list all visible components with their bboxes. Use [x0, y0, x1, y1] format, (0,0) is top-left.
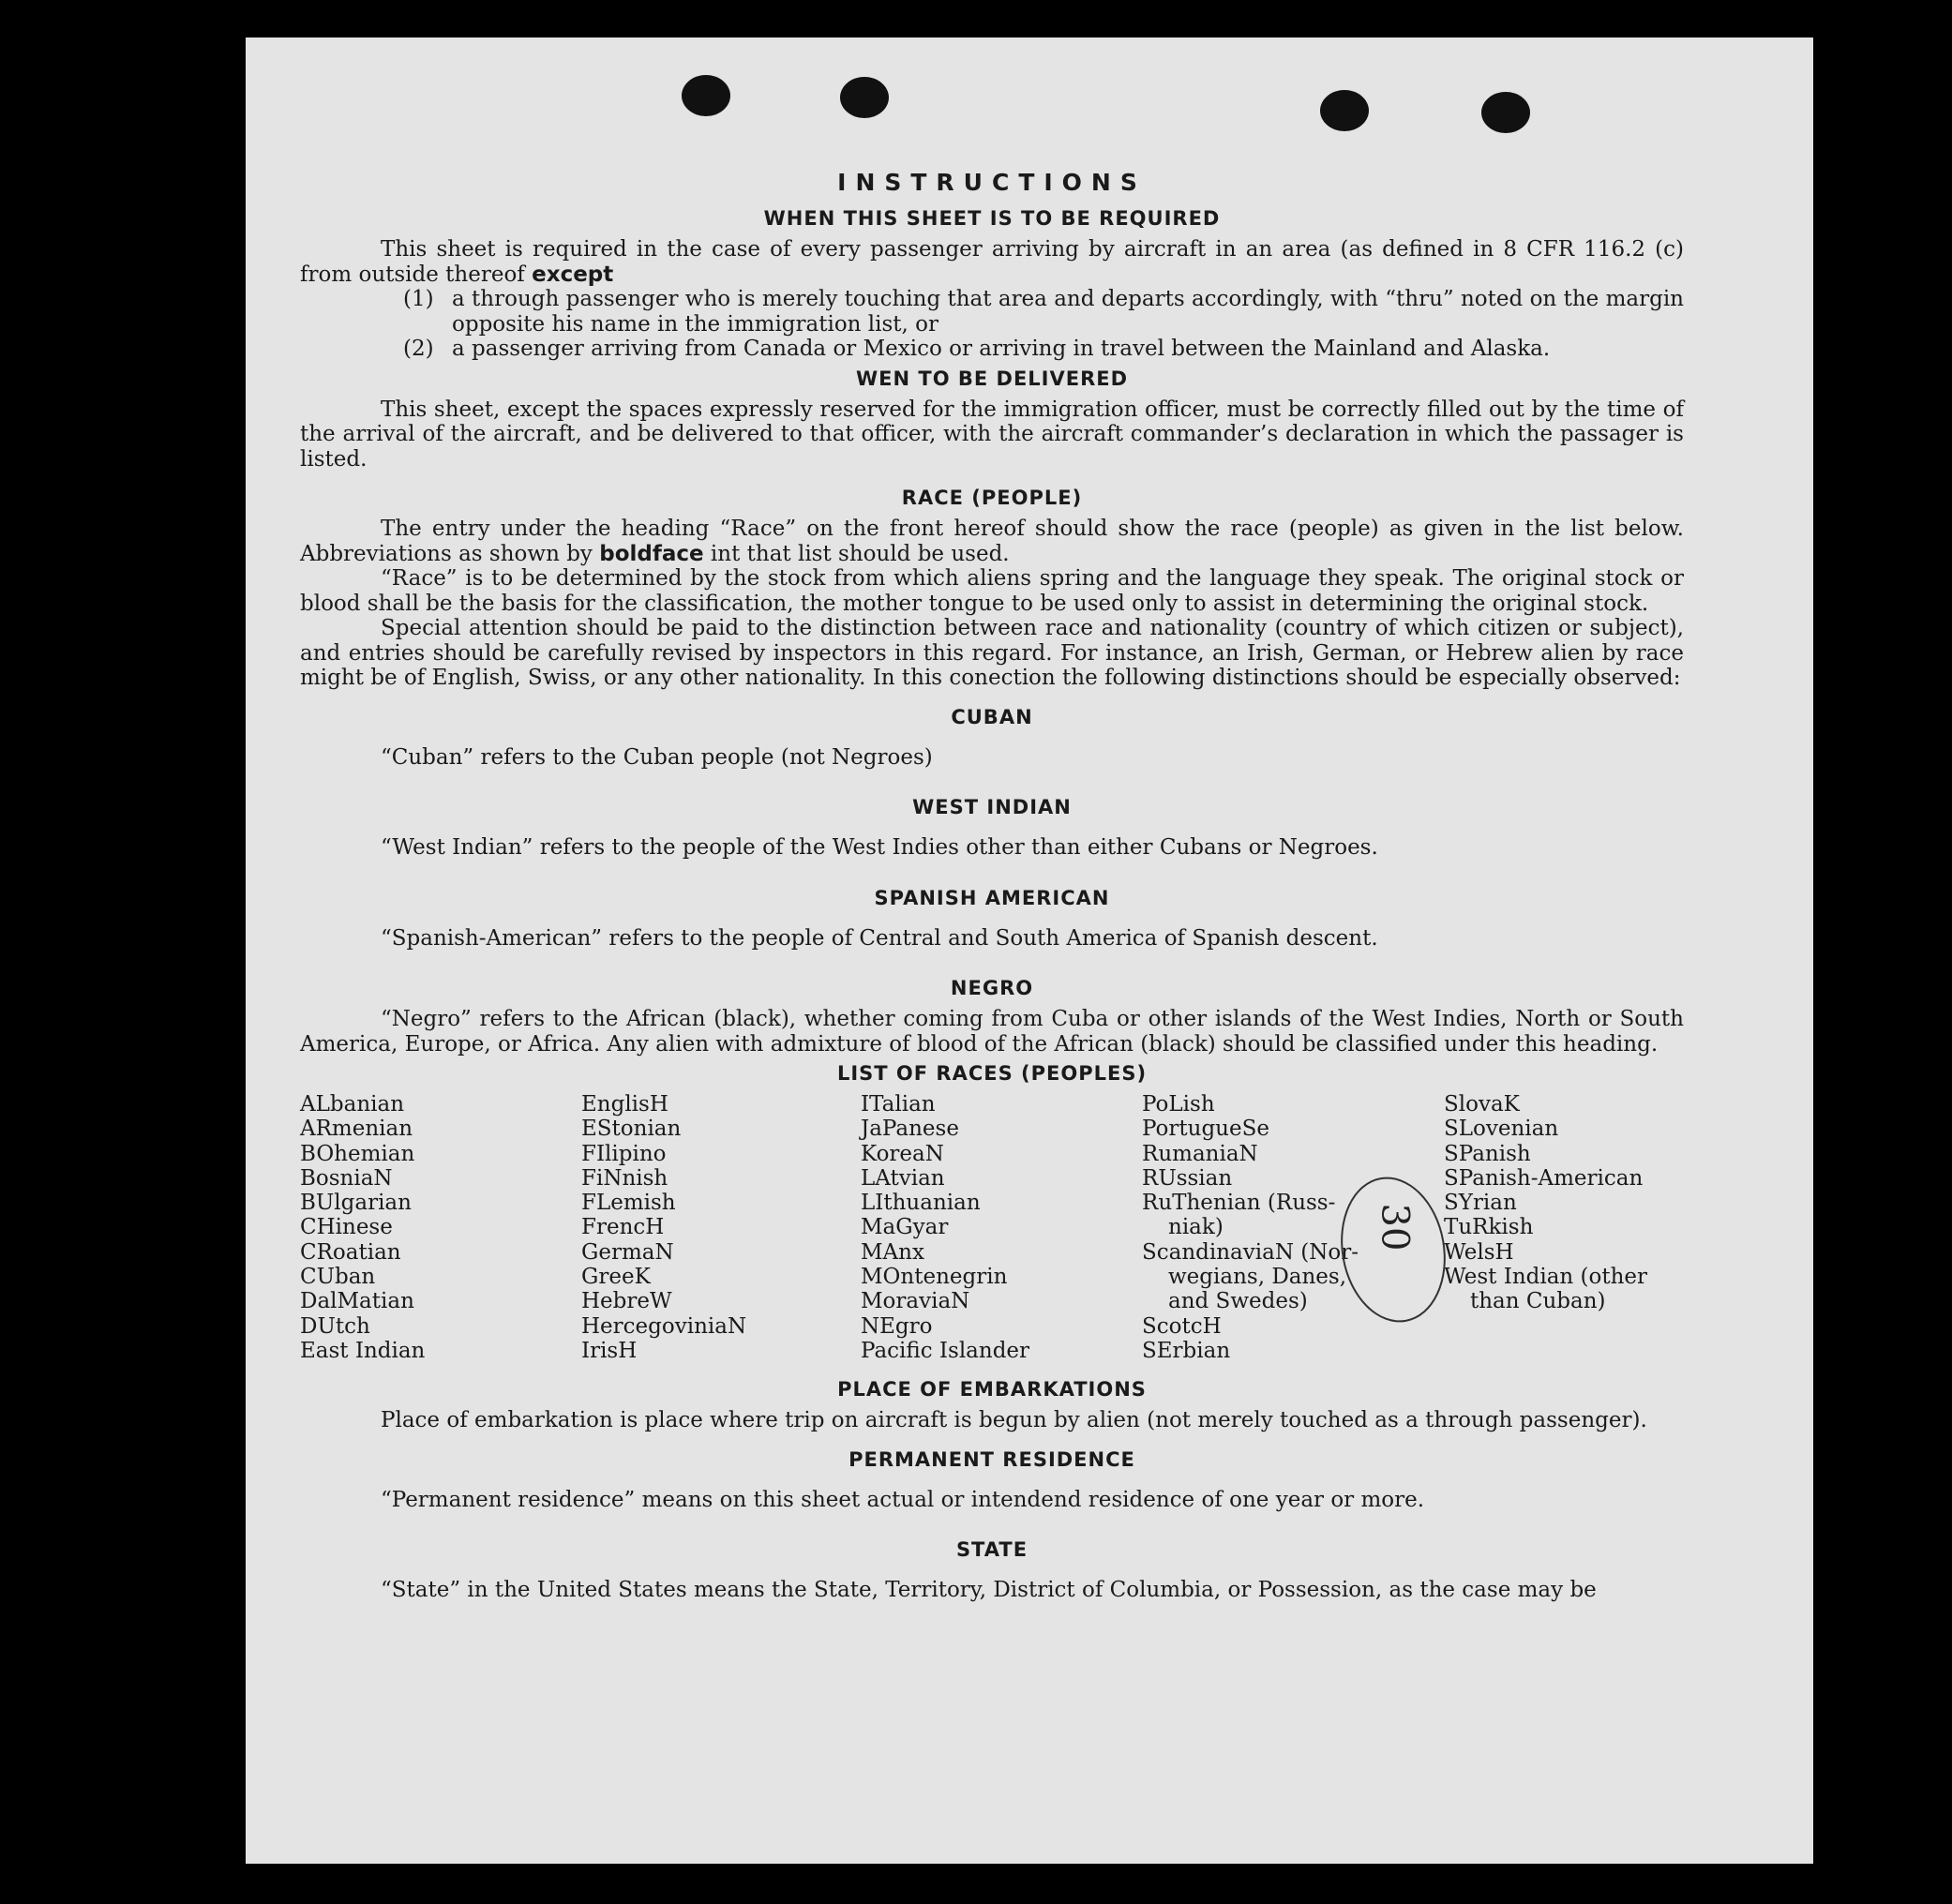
race-paragraph-2: “Race” is to be determined by the stock from which aliens spring and the language they speak. The original stock or blood shall be the basis for the classification, the mother tongue to be used only to assist in determining the original stock.	[300, 566, 1684, 616]
race-entry: RuThenian (Russ-	[1142, 1191, 1336, 1216]
race-entry: RUssian	[1142, 1165, 1233, 1191]
punch-hole	[1320, 90, 1369, 131]
item-number: (1)	[403, 287, 434, 311]
section-heading-race: RACE (PEOPLE)	[901, 487, 1083, 509]
race-entry: MAnx	[861, 1239, 924, 1265]
race-entry: niak)	[1168, 1215, 1224, 1240]
race-entry: RumaniaN	[1142, 1141, 1258, 1166]
spanish-american-paragraph: “Spanish-American” refers to the people of Central and South America of Spanish descent.	[381, 925, 1378, 951]
list-item	[403, 287, 1684, 337]
race-entry: BosniaN	[300, 1165, 393, 1191]
race-entry: EnglisH	[581, 1092, 668, 1117]
race-entry: CRoatian	[300, 1239, 401, 1265]
race-entry: PoLish	[1142, 1092, 1215, 1117]
race-entry: East Indian	[300, 1338, 426, 1363]
race-entry: ITalian	[861, 1092, 936, 1117]
race-entry: FLemish	[581, 1191, 676, 1216]
race-entry: IrisH	[581, 1338, 638, 1363]
race-list	[300, 1092, 1684, 1363]
required-paragraph	[300, 237, 1684, 287]
race-text-a: The entry under the heading “Race” on the front hereof should show the race (people) as given in the list below. Abbreviations as shown by	[300, 517, 1684, 566]
section-heading-embarkation: PLACE OF EMBARKATIONS	[837, 1378, 1147, 1402]
section-heading-residence: PERMANENT RESIDENCE	[848, 1447, 1135, 1471]
punch-hole	[1481, 92, 1530, 133]
item-text: a passenger arriving from Canada or Mexico or arriving in travel between the Mainland and Alaska.	[452, 337, 1551, 361]
race-entry: HercegoviniaN	[581, 1313, 747, 1339]
boldface-keyword: boldface	[599, 541, 704, 566]
race-entry: MoraviaN	[861, 1289, 970, 1314]
section-heading-list: LIST OF RACES (PEOPLES)	[836, 1062, 1148, 1085]
race-entry: SLovenian	[1444, 1117, 1559, 1142]
race-entry: CUban	[300, 1265, 376, 1290]
section-heading-state: STATE	[955, 1538, 1029, 1562]
race-entry: TuRkish	[1444, 1215, 1534, 1240]
race-entry: CHinese	[300, 1215, 393, 1240]
race-entry: DalMatian	[300, 1289, 414, 1314]
required-text: This sheet is required in the case of every passenger arriving by aircraft in an area (as defined in 8 CFR 116.2 (c) from outside thereof	[300, 237, 1684, 287]
race-entry: FrencH	[581, 1215, 665, 1240]
delivered-paragraph: This sheet, except the spaces expressly reserved for the immigration officer, must be correctly filled out by the time of the arrival of the aircraft, and be delivered to that officer, with the aircraft commander’s declaration in which the passager is listed.	[300, 397, 1684, 472]
document-sheet	[246, 37, 1813, 1864]
document-content	[300, 169, 1684, 1603]
race-entry: ScandinaviaN (Nor-	[1142, 1239, 1359, 1265]
race-entry: and Swedes)	[1168, 1289, 1308, 1314]
west-indian-paragraph: “West Indian” refers to the people of the West Indies other than either Cubans or Negroes.	[381, 835, 1378, 860]
race-entry: West Indian (other	[1444, 1265, 1648, 1290]
race-column	[861, 1092, 1142, 1363]
residence-paragraph: “Permanent residence” means on this sheet actual or intendend residence of one year or more.	[381, 1487, 1425, 1512]
section-heading-delivered: WEN TO BE DELIVERED	[855, 367, 1129, 390]
race-entry: WelsH	[1444, 1239, 1514, 1265]
race-entry: ALbanian	[300, 1092, 405, 1117]
race-entry: FIlipino	[581, 1141, 667, 1166]
negro-paragraph: “Negro” refers to the African (black), whether coming from Cuba or other islands of the West Indies, North or South America, Europe, or Africa. Any alien with admixture of blood of the African (black) should be classified under this heading.	[300, 1007, 1684, 1057]
race-entry: HebreW	[581, 1289, 672, 1314]
race-entry: BOhemian	[300, 1141, 415, 1166]
section-heading-negro: NEGRO	[950, 977, 1034, 999]
race-entry: SlovaK	[1444, 1092, 1520, 1117]
race-entry: LAtvian	[861, 1165, 945, 1191]
punch-hole	[840, 77, 889, 118]
section-heading-spanish-american: SPANISH AMERICAN	[874, 886, 1110, 909]
race-entry: EStonian	[581, 1117, 682, 1142]
race-paragraph-1	[300, 517, 1684, 566]
section-heading-required: WHEN THIS SHEET IS TO BE REQUIRED	[763, 207, 1221, 230]
race-entry: SPanish	[1444, 1141, 1531, 1166]
race-entry: SPanish-American	[1444, 1165, 1644, 1191]
race-entry: than Cuban)	[1470, 1289, 1606, 1314]
race-entry: GreeK	[581, 1265, 651, 1290]
item-text: a through passenger who is merely touching that area and departs accordingly, with “thru” noted on the margin opposite his name in the immigration list, or	[452, 287, 1684, 337]
race-entry: Pacific Islander	[861, 1338, 1030, 1363]
handwritten-mark: 30	[1373, 1203, 1417, 1252]
section-heading-west-indian: WEST INDIAN	[912, 796, 1072, 818]
embarkation-paragraph: Place of embarkation is place where trip on aircraft is begun by alien (not merely touched as a through passenger).	[381, 1408, 1647, 1433]
race-entry: KoreaN	[861, 1141, 944, 1166]
race-column	[581, 1092, 861, 1363]
race-entry: MOntenegrin	[861, 1265, 1008, 1290]
race-entry: SErbian	[1142, 1338, 1231, 1363]
race-text-b: int that list should be used.	[710, 541, 1010, 566]
section-heading-cuban: CUBAN	[951, 705, 1033, 728]
race-entry: FiNnish	[581, 1165, 668, 1191]
race-entry: DUtch	[300, 1313, 370, 1339]
race-entry: SYrian	[1444, 1191, 1517, 1216]
race-entry: wegians, Danes,	[1168, 1265, 1347, 1290]
race-entry: LIthuanian	[861, 1191, 981, 1216]
race-entry: ARmenian	[300, 1117, 413, 1142]
race-column	[300, 1092, 581, 1363]
list-item	[403, 337, 1684, 362]
race-paragraph-3: Special attention should be paid to the distinction between race and nationality (country of which citizen or subject), and entries should be carefully revised by inspectors in this regard. For instance, an Irish, German, or Hebrew alien by race might be of English, Swiss, or any other nationality. In this conection the following distinctions should be especially observed:	[300, 616, 1684, 690]
race-entry: ScotcH	[1142, 1313, 1222, 1339]
item-number: (2)	[403, 337, 434, 361]
except-keyword: except	[532, 262, 614, 287]
cuban-paragraph: “Cuban” refers to the Cuban people (not Negroes)	[381, 744, 933, 770]
race-entry: JaPanese	[861, 1117, 959, 1142]
state-paragraph: “State” in the United States means the State, Territory, District of Columbia, or Possession, as the case may be	[381, 1578, 1597, 1603]
race-entry: NEgro	[861, 1313, 933, 1339]
race-column	[1444, 1092, 1684, 1363]
race-entry: BUlgarian	[300, 1191, 412, 1216]
punch-hole	[682, 75, 730, 116]
race-entry: GermaN	[581, 1239, 674, 1265]
page-title: INSTRUCTIONS	[837, 169, 1147, 196]
race-entry: MaGyar	[861, 1215, 949, 1240]
race-entry: PortugueSe	[1142, 1117, 1269, 1142]
